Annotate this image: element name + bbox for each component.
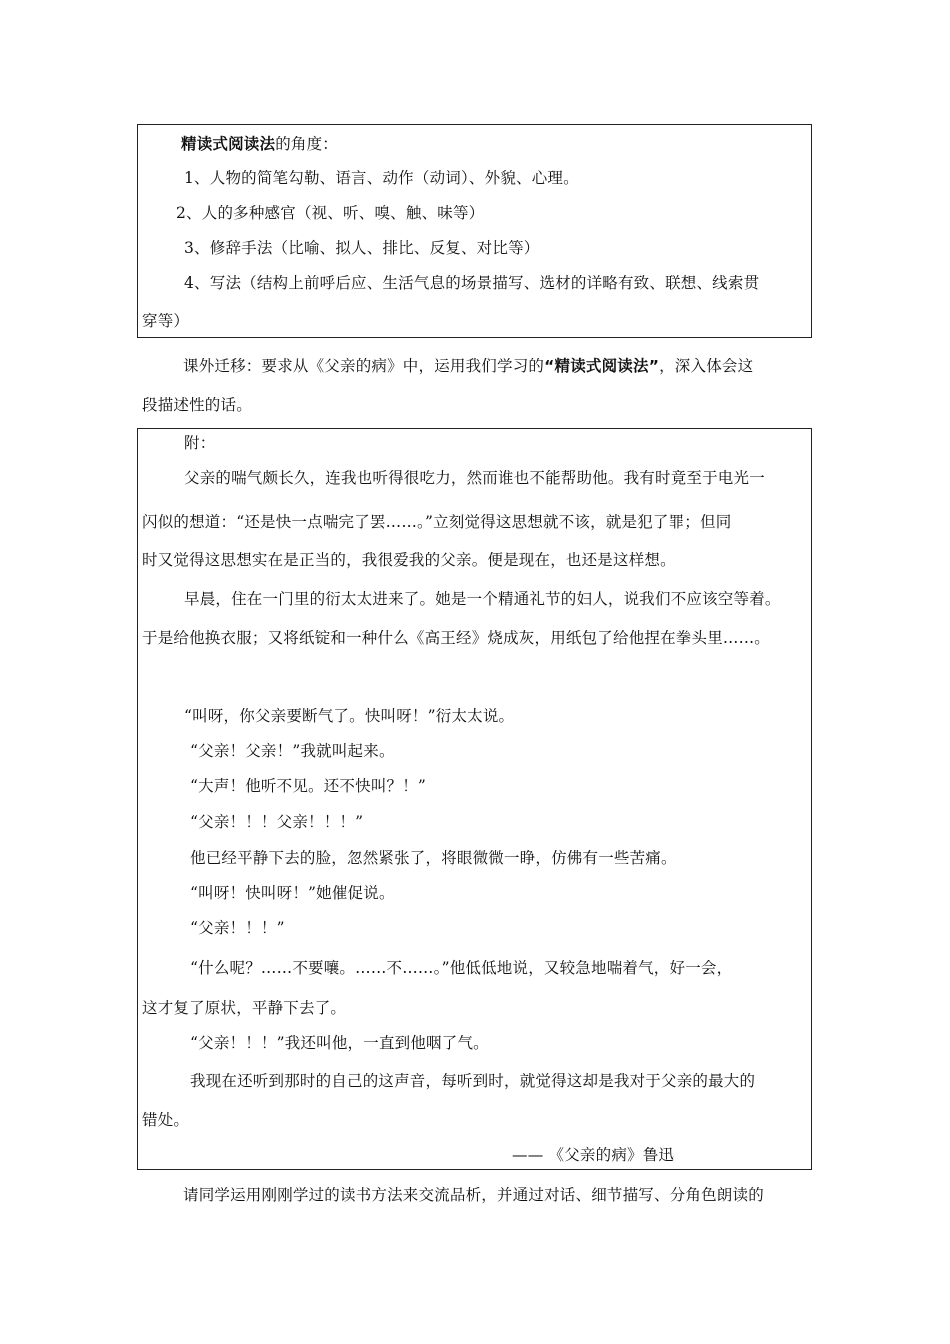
transfer-line-1-bold: “精读式阅读法”	[544, 357, 660, 375]
method-item-4-cont: 穿等）	[142, 312, 190, 330]
bottom-instruction: 请同学运用刚刚学过的读书方法来交流品析，并通过对话、细节描写、分角色朗读的	[183, 1186, 764, 1204]
excerpt-line: 时又觉得这思想实在是正当的，我很爱我的父亲。便是现在，也还是这样想。	[142, 551, 676, 569]
excerpt-line: 早晨，住在一门里的衍太太进来了。她是一个精通礼节的妇人，说我们不应该空等着。	[184, 590, 781, 608]
excerpt-line: “叫呀，你父亲要断气了。快叫呀！”衍太太说。	[184, 707, 515, 725]
method-item-4: 4、写法（结构上前呼后应、生活气息的场景描写、选材的详略有致、联想、线索贯	[184, 274, 760, 292]
method-heading-bold: 精读式阅读法	[181, 135, 276, 153]
excerpt-line: “父亲！！！父亲！！！”	[190, 813, 364, 831]
transfer-line-1-b: ，深入体会这	[659, 357, 754, 375]
excerpt-line: “父亲！！！”	[190, 919, 285, 937]
excerpt-box	[137, 428, 812, 1170]
excerpt-line: “叫呀！快叫呀！”她催促说。	[190, 884, 395, 902]
excerpt-line: 于是给他换衣服；又将纸锭和一种什么《高王经》烧成灰，用纸包了给他捏在拳头里……。	[142, 629, 771, 647]
excerpt-source: —— 《父亲的病》鲁迅	[512, 1146, 675, 1164]
method-item-3: 3、修辞手法（比喻、拟人、排比、反复、对比等）	[184, 239, 540, 257]
excerpt-line: 父亲的喘气颇长久，连我也听得很吃力，然而谁也不能帮助他。我有时竟至于电光一	[184, 469, 765, 487]
excerpt-line: 错处。	[142, 1111, 190, 1129]
excerpt-label: 附：	[184, 434, 216, 452]
transfer-line-1	[183, 356, 753, 376]
method-item-1: 1、人物的简笔勾勒、语言、动作（动词）、外貌、心理。	[184, 169, 579, 187]
excerpt-line: 这才复了原状，平静下去了。	[142, 999, 347, 1017]
excerpt-line: “大声！他听不见。还不快叫？！”	[190, 777, 427, 795]
transfer-line-2: 段描述性的话。	[142, 396, 252, 414]
excerpt-line: “什么呢？……不要嚷。……不……。”他低低地说，又较急地喘着气，好一会，	[190, 959, 733, 977]
method-heading-rest: 的角度：	[275, 135, 339, 153]
method-heading	[181, 134, 338, 154]
excerpt-line: 他已经平静下去的脸，忽然紧张了，将眼微微一睁，仿佛有一些苦痛。	[190, 849, 677, 867]
excerpt-line: “父亲！父亲！”我就叫起来。	[190, 742, 395, 760]
excerpt-line: 闪似的想道：“还是快一点喘完了罢……。”立刻觉得这思想就不该，就是犯了罪；但同	[142, 513, 732, 531]
method-item-2: 2、人的多种感官（视、听、嗅、触、味等）	[176, 204, 485, 222]
transfer-line-1-a: 课外迁移：要求从《父亲的病》中，运用我们学习的	[183, 357, 545, 375]
reading-method-box	[137, 124, 812, 338]
excerpt-line: “父亲！！！”我还叫他，一直到他咽了气。	[190, 1034, 489, 1052]
excerpt-line: 我现在还听到那时的自己的这声音，每听到时，就觉得这却是我对于父亲的最大的	[190, 1072, 756, 1090]
